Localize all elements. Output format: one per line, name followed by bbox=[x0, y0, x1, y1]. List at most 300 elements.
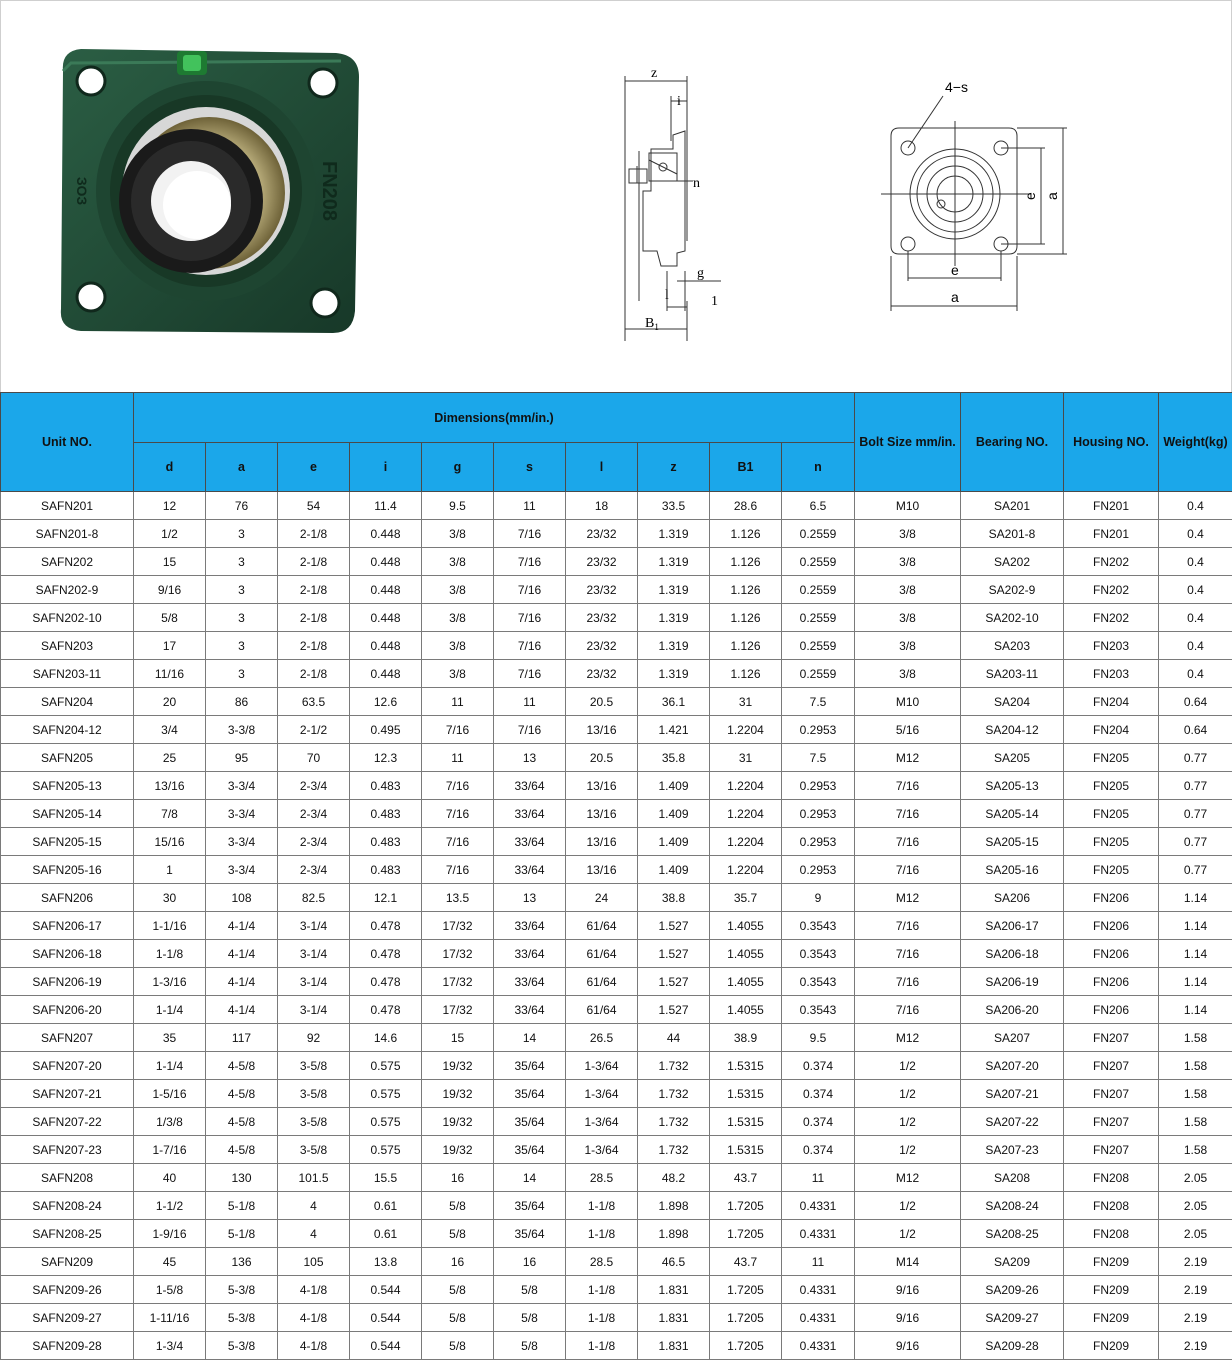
table-cell: 7/16 bbox=[422, 772, 494, 800]
table-cell: SA205-13 bbox=[961, 772, 1064, 800]
table-cell: 17/32 bbox=[422, 996, 494, 1024]
table-cell: 0.448 bbox=[350, 604, 422, 632]
label-a-right: a bbox=[1044, 192, 1060, 200]
table-cell: 0.4 bbox=[1159, 492, 1232, 520]
table-cell: 61/64 bbox=[566, 968, 638, 996]
table-cell: 0.77 bbox=[1159, 828, 1232, 856]
table-cell: 2-3/4 bbox=[278, 828, 350, 856]
table-cell: FN206 bbox=[1064, 996, 1159, 1024]
table-cell: SAFN202-10 bbox=[1, 604, 134, 632]
table-cell: SAFN203 bbox=[1, 632, 134, 660]
table-cell: 0.448 bbox=[350, 632, 422, 660]
table-cell: 61/64 bbox=[566, 996, 638, 1024]
table-cell: 11 bbox=[422, 688, 494, 716]
table-cell: 33/64 bbox=[494, 856, 566, 884]
table-cell: 13/16 bbox=[134, 772, 206, 800]
table-cell: SA209-26 bbox=[961, 1276, 1064, 1304]
table-cell: 7/16 bbox=[855, 912, 961, 940]
table-cell: SAFN205-14 bbox=[1, 800, 134, 828]
table-cell: 31 bbox=[710, 744, 782, 772]
table-cell: 1.732 bbox=[638, 1108, 710, 1136]
table-cell: FN207 bbox=[1064, 1136, 1159, 1164]
table-cell: 3 bbox=[206, 632, 278, 660]
table-cell: 0.2559 bbox=[782, 520, 855, 548]
table-cell: 117 bbox=[206, 1024, 278, 1052]
table-cell: FN205 bbox=[1064, 772, 1159, 800]
table-cell: 0.2953 bbox=[782, 828, 855, 856]
table-cell: FN202 bbox=[1064, 548, 1159, 576]
table-row bbox=[1, 1332, 1232, 1360]
table-cell: 1.7205 bbox=[710, 1304, 782, 1332]
table-cell: 28.5 bbox=[566, 1248, 638, 1276]
table-cell: 1.319 bbox=[638, 632, 710, 660]
table-cell: 9.5 bbox=[422, 492, 494, 520]
table-cell: FN206 bbox=[1064, 968, 1159, 996]
table-cell: 0.483 bbox=[350, 828, 422, 856]
table-row bbox=[1, 660, 1232, 688]
table-cell: 38.9 bbox=[710, 1024, 782, 1052]
table-cell: 3/8 bbox=[855, 548, 961, 576]
table-cell: SAFN206-19 bbox=[1, 968, 134, 996]
table-cell: 45 bbox=[134, 1248, 206, 1276]
table-cell: 101.5 bbox=[278, 1164, 350, 1192]
table-cell: 1.2204 bbox=[710, 828, 782, 856]
flange-bearing-photo bbox=[41, 41, 371, 351]
table-cell: 2-1/2 bbox=[278, 716, 350, 744]
table-cell: 1.7205 bbox=[710, 1192, 782, 1220]
table-row bbox=[1, 772, 1232, 800]
table-cell: 1.7205 bbox=[710, 1276, 782, 1304]
table-cell: SA206-19 bbox=[961, 968, 1064, 996]
table-row bbox=[1, 1276, 1232, 1304]
table-cell: 13 bbox=[494, 884, 566, 912]
table-cell: 1.2204 bbox=[710, 800, 782, 828]
table-row bbox=[1, 856, 1232, 884]
table-cell: 24 bbox=[566, 884, 638, 912]
table-cell: SA206-17 bbox=[961, 912, 1064, 940]
table-cell: 17 bbox=[134, 632, 206, 660]
table-cell: 5-1/8 bbox=[206, 1192, 278, 1220]
table-cell: 13/16 bbox=[566, 716, 638, 744]
table-cell: SA206 bbox=[961, 884, 1064, 912]
table-cell: 1.732 bbox=[638, 1052, 710, 1080]
table-cell: 14.6 bbox=[350, 1024, 422, 1052]
table-cell: 40 bbox=[134, 1164, 206, 1192]
table-cell: 108 bbox=[206, 884, 278, 912]
side-view-drawing bbox=[601, 61, 741, 351]
table-cell: 0.544 bbox=[350, 1304, 422, 1332]
table-row bbox=[1, 576, 1232, 604]
table-cell: 7/16 bbox=[855, 940, 961, 968]
table-cell: SAFN207-23 bbox=[1, 1136, 134, 1164]
table-cell: SAFN203-11 bbox=[1, 660, 134, 688]
table-cell: 3 bbox=[206, 660, 278, 688]
table-cell: 3-1/4 bbox=[278, 996, 350, 1024]
table-cell: SAFN207 bbox=[1, 1024, 134, 1052]
table-cell: 7/16 bbox=[855, 996, 961, 1024]
table-cell: M12 bbox=[855, 1164, 961, 1192]
table-cell: 35/64 bbox=[494, 1052, 566, 1080]
table-cell: 7/16 bbox=[855, 968, 961, 996]
table-row bbox=[1, 492, 1232, 520]
table-cell: 0.4 bbox=[1159, 576, 1232, 604]
table-cell: 1.58 bbox=[1159, 1052, 1232, 1080]
side-marking: ЗОЗ bbox=[74, 176, 90, 206]
table-cell: FN205 bbox=[1064, 856, 1159, 884]
table-header-row bbox=[1, 393, 1232, 443]
table-cell: 1.2204 bbox=[710, 772, 782, 800]
table-cell: 11.4 bbox=[350, 492, 422, 520]
table-cell: 1.4055 bbox=[710, 940, 782, 968]
table-cell: 1.7205 bbox=[710, 1220, 782, 1248]
table-cell: 0.374 bbox=[782, 1136, 855, 1164]
header-s: s bbox=[494, 443, 566, 492]
table-cell: SA209 bbox=[961, 1248, 1064, 1276]
table-cell: 3-1/4 bbox=[278, 912, 350, 940]
table-cell: 12.6 bbox=[350, 688, 422, 716]
table-cell: 1.319 bbox=[638, 576, 710, 604]
table-cell: 1.732 bbox=[638, 1080, 710, 1108]
table-cell: 6.5 bbox=[782, 492, 855, 520]
table-cell: 1.14 bbox=[1159, 912, 1232, 940]
table-cell: 15.5 bbox=[350, 1164, 422, 1192]
table-cell: SAFN206-17 bbox=[1, 912, 134, 940]
table-cell: 35.8 bbox=[638, 744, 710, 772]
table-cell: M14 bbox=[855, 1248, 961, 1276]
table-cell: 33/64 bbox=[494, 772, 566, 800]
table-cell: 15 bbox=[134, 548, 206, 576]
table-cell: 13 bbox=[494, 744, 566, 772]
table-cell: SAFN208-24 bbox=[1, 1192, 134, 1220]
table-cell: 1.319 bbox=[638, 548, 710, 576]
table-cell: 7.5 bbox=[782, 688, 855, 716]
table-cell: SA202-9 bbox=[961, 576, 1064, 604]
table-cell: 76 bbox=[206, 492, 278, 520]
table-cell: 4-1/4 bbox=[206, 940, 278, 968]
table-cell: 1.58 bbox=[1159, 1108, 1232, 1136]
table-cell: 33/64 bbox=[494, 968, 566, 996]
header-z: z bbox=[638, 443, 710, 492]
table-cell: 1.2204 bbox=[710, 856, 782, 884]
table-cell: SA204-12 bbox=[961, 716, 1064, 744]
table-cell: 19/32 bbox=[422, 1052, 494, 1080]
table-cell: 3 bbox=[206, 576, 278, 604]
table-cell: 16 bbox=[494, 1248, 566, 1276]
table-cell: 35 bbox=[134, 1024, 206, 1052]
table-cell: 0.2559 bbox=[782, 576, 855, 604]
table-cell: 1-3/64 bbox=[566, 1080, 638, 1108]
table-cell: 1-1/4 bbox=[134, 1052, 206, 1080]
table-cell: 5/8 bbox=[422, 1332, 494, 1360]
table-cell: 7/16 bbox=[494, 520, 566, 548]
table-cell: 1-5/16 bbox=[134, 1080, 206, 1108]
table-row bbox=[1, 1220, 1232, 1248]
table-cell: 1.527 bbox=[638, 912, 710, 940]
table-cell: SAFN205-16 bbox=[1, 856, 134, 884]
table-cell: 82.5 bbox=[278, 884, 350, 912]
table-cell: 35/64 bbox=[494, 1136, 566, 1164]
table-cell: FN205 bbox=[1064, 800, 1159, 828]
table-cell: 0.4 bbox=[1159, 660, 1232, 688]
label-n: n bbox=[693, 176, 700, 191]
table-cell: 0.478 bbox=[350, 968, 422, 996]
table-cell: 1.7205 bbox=[710, 1332, 782, 1360]
table-cell: 15/16 bbox=[134, 828, 206, 856]
table-cell: 1/2 bbox=[855, 1108, 961, 1136]
table-cell: FN208 bbox=[1064, 1220, 1159, 1248]
table-cell: FN207 bbox=[1064, 1052, 1159, 1080]
label-l: l bbox=[665, 288, 669, 303]
table-cell: 0.4331 bbox=[782, 1332, 855, 1360]
table-cell: SA205-16 bbox=[961, 856, 1064, 884]
table-cell: 1.898 bbox=[638, 1192, 710, 1220]
table-cell: 48.2 bbox=[638, 1164, 710, 1192]
table-cell: 26.5 bbox=[566, 1024, 638, 1052]
header-bearing-no: Bearing NO. bbox=[961, 393, 1064, 492]
table-cell: SA208-25 bbox=[961, 1220, 1064, 1248]
table-cell: SAFN204-12 bbox=[1, 716, 134, 744]
table-cell: SAFN202 bbox=[1, 548, 134, 576]
table-cell: 0.575 bbox=[350, 1136, 422, 1164]
header-unit-no: Unit NO. bbox=[1, 393, 134, 492]
table-cell: 1.2204 bbox=[710, 716, 782, 744]
table-cell: 3-5/8 bbox=[278, 1052, 350, 1080]
table-cell: 3-1/4 bbox=[278, 968, 350, 996]
table-cell: 2-1/8 bbox=[278, 548, 350, 576]
table-cell: 16 bbox=[422, 1164, 494, 1192]
table-cell: 2-3/4 bbox=[278, 800, 350, 828]
table-cell: SA201 bbox=[961, 492, 1064, 520]
table-cell: SA207-22 bbox=[961, 1108, 1064, 1136]
table-cell: 0.374 bbox=[782, 1108, 855, 1136]
table-cell: 0.2953 bbox=[782, 772, 855, 800]
table-cell: 1.126 bbox=[710, 520, 782, 548]
table-cell: 0.374 bbox=[782, 1080, 855, 1108]
table-cell: 0.448 bbox=[350, 548, 422, 576]
table-cell: SAFN209-28 bbox=[1, 1332, 134, 1360]
table-cell: 4-5/8 bbox=[206, 1080, 278, 1108]
table-cell: 92 bbox=[278, 1024, 350, 1052]
table-cell: 23/32 bbox=[566, 604, 638, 632]
table-cell: 36.1 bbox=[638, 688, 710, 716]
table-cell: SA201-8 bbox=[961, 520, 1064, 548]
table-cell: 54 bbox=[278, 492, 350, 520]
table-cell: SAFN205 bbox=[1, 744, 134, 772]
table-cell: 9 bbox=[782, 884, 855, 912]
table-cell: 1-1/16 bbox=[134, 912, 206, 940]
table-cell: FN201 bbox=[1064, 520, 1159, 548]
table-cell: 7/16 bbox=[422, 856, 494, 884]
table-cell: 1.4055 bbox=[710, 912, 782, 940]
table-cell: 1-3/16 bbox=[134, 968, 206, 996]
table-cell: FN209 bbox=[1064, 1332, 1159, 1360]
table-cell: 3-3/4 bbox=[206, 800, 278, 828]
table-cell: 3-5/8 bbox=[278, 1108, 350, 1136]
specification-table bbox=[0, 392, 1232, 1360]
table-cell: 7/16 bbox=[494, 548, 566, 576]
table-cell: FN206 bbox=[1064, 912, 1159, 940]
table-cell: 4-5/8 bbox=[206, 1136, 278, 1164]
table-cell: 9/16 bbox=[855, 1304, 961, 1332]
table-cell: 1-7/16 bbox=[134, 1136, 206, 1164]
table-cell: 1-1/8 bbox=[566, 1332, 638, 1360]
table-cell: 5/8 bbox=[134, 604, 206, 632]
table-cell: 1/2 bbox=[134, 520, 206, 548]
table-cell: 7/16 bbox=[494, 632, 566, 660]
table-cell: 3/8 bbox=[422, 520, 494, 548]
table-cell: 35.7 bbox=[710, 884, 782, 912]
header-e: e bbox=[278, 443, 350, 492]
table-cell: 33/64 bbox=[494, 996, 566, 1024]
table-cell: 1-1/8 bbox=[134, 940, 206, 968]
table-cell: 3/8 bbox=[422, 660, 494, 688]
table-cell: 1/3/8 bbox=[134, 1108, 206, 1136]
table-cell: SAFN201 bbox=[1, 492, 134, 520]
table-cell: FN201 bbox=[1064, 492, 1159, 520]
label-z: z bbox=[651, 66, 658, 81]
table-cell: 20.5 bbox=[566, 744, 638, 772]
table-cell: 4-5/8 bbox=[206, 1108, 278, 1136]
table-cell: 7/16 bbox=[422, 716, 494, 744]
table-cell: FN208 bbox=[1064, 1164, 1159, 1192]
table-cell: 2-1/8 bbox=[278, 604, 350, 632]
table-cell: 1.421 bbox=[638, 716, 710, 744]
table-cell: 5/8 bbox=[422, 1276, 494, 1304]
table-cell: 2.19 bbox=[1159, 1276, 1232, 1304]
table-cell: 25 bbox=[134, 744, 206, 772]
table-cell: 1/2 bbox=[855, 1220, 961, 1248]
table-cell: 1.409 bbox=[638, 800, 710, 828]
table-cell: 11 bbox=[494, 492, 566, 520]
table-cell: 35/64 bbox=[494, 1080, 566, 1108]
table-cell: 3-5/8 bbox=[278, 1080, 350, 1108]
table-row bbox=[1, 828, 1232, 856]
table-cell: 19/32 bbox=[422, 1080, 494, 1108]
table-cell: 0.483 bbox=[350, 772, 422, 800]
table-cell: 1.409 bbox=[638, 828, 710, 856]
table-body bbox=[1, 492, 1232, 1360]
table-cell: 0.61 bbox=[350, 1220, 422, 1248]
table-cell: 1.126 bbox=[710, 548, 782, 576]
table-cell: FN207 bbox=[1064, 1080, 1159, 1108]
header-g: g bbox=[422, 443, 494, 492]
table-cell: 1.831 bbox=[638, 1304, 710, 1332]
table-cell: 1-1/8 bbox=[566, 1192, 638, 1220]
header-n: n bbox=[782, 443, 855, 492]
table-row bbox=[1, 968, 1232, 996]
table-cell: 7/16 bbox=[855, 856, 961, 884]
table-cell: 13/16 bbox=[566, 800, 638, 828]
table-cell: 3 bbox=[206, 548, 278, 576]
table-cell: SA207-20 bbox=[961, 1052, 1064, 1080]
table-cell: 1-1/2 bbox=[134, 1192, 206, 1220]
table-cell: 23/32 bbox=[566, 548, 638, 576]
table-cell: 0.4331 bbox=[782, 1192, 855, 1220]
table-cell: 0.64 bbox=[1159, 716, 1232, 744]
table-cell: 0.2559 bbox=[782, 604, 855, 632]
table-cell: FN206 bbox=[1064, 884, 1159, 912]
table-cell: SAFN206-20 bbox=[1, 996, 134, 1024]
table-cell: SAFN208-25 bbox=[1, 1220, 134, 1248]
table-cell: 0.3543 bbox=[782, 912, 855, 940]
label-g: g bbox=[697, 266, 704, 281]
table-cell: 9.5 bbox=[782, 1024, 855, 1052]
table-cell: M10 bbox=[855, 688, 961, 716]
table-row bbox=[1, 1080, 1232, 1108]
table-cell: 0.2953 bbox=[782, 856, 855, 884]
table-cell: M12 bbox=[855, 884, 961, 912]
table-cell: 3/8 bbox=[855, 576, 961, 604]
table-cell: 5-3/8 bbox=[206, 1332, 278, 1360]
table-cell: 3-1/4 bbox=[278, 940, 350, 968]
table-cell: 11 bbox=[782, 1248, 855, 1276]
table-cell: 4-1/4 bbox=[206, 912, 278, 940]
table-cell: M12 bbox=[855, 1024, 961, 1052]
table-cell: 0.3543 bbox=[782, 940, 855, 968]
table-cell: 12 bbox=[134, 492, 206, 520]
table-cell: 1.4055 bbox=[710, 996, 782, 1024]
table-cell: 0.478 bbox=[350, 940, 422, 968]
table-cell: 1.527 bbox=[638, 940, 710, 968]
table-cell: 0.2953 bbox=[782, 800, 855, 828]
table-cell: 1.732 bbox=[638, 1136, 710, 1164]
table-cell: 61/64 bbox=[566, 940, 638, 968]
table-cell: SA205-15 bbox=[961, 828, 1064, 856]
table-cell: M12 bbox=[855, 744, 961, 772]
table-cell: 0.483 bbox=[350, 800, 422, 828]
table-cell: 1-3/4 bbox=[134, 1332, 206, 1360]
table-row bbox=[1, 1024, 1232, 1052]
table-cell: 0.2559 bbox=[782, 548, 855, 576]
table-cell: FN208 bbox=[1064, 1192, 1159, 1220]
table-cell: 1.4055 bbox=[710, 968, 782, 996]
table-cell: FN205 bbox=[1064, 828, 1159, 856]
table-cell: 7/16 bbox=[494, 604, 566, 632]
table-cell: 1.527 bbox=[638, 996, 710, 1024]
table-cell: 2.05 bbox=[1159, 1192, 1232, 1220]
table-cell: 7/16 bbox=[494, 660, 566, 688]
table-cell: 3 bbox=[206, 520, 278, 548]
table-cell: 1.58 bbox=[1159, 1080, 1232, 1108]
table-cell: 35/64 bbox=[494, 1108, 566, 1136]
table-cell: 1-1/4 bbox=[134, 996, 206, 1024]
table-cell: 7/16 bbox=[422, 828, 494, 856]
table-cell: 4 bbox=[278, 1220, 350, 1248]
table-cell: 35/64 bbox=[494, 1192, 566, 1220]
table-cell: 33.5 bbox=[638, 492, 710, 520]
table-cell: 1/2 bbox=[855, 1136, 961, 1164]
table-cell: 18 bbox=[566, 492, 638, 520]
table-cell: 12.3 bbox=[350, 744, 422, 772]
table-cell: 1.14 bbox=[1159, 940, 1232, 968]
table-cell: 11 bbox=[494, 688, 566, 716]
drawing-panel bbox=[0, 0, 1232, 393]
table-cell: 0.448 bbox=[350, 660, 422, 688]
table-cell: 1-9/16 bbox=[134, 1220, 206, 1248]
table-cell: 33/64 bbox=[494, 828, 566, 856]
table-cell: 14 bbox=[494, 1024, 566, 1052]
table-cell: 3/8 bbox=[422, 632, 494, 660]
table-cell: 17/32 bbox=[422, 940, 494, 968]
table-cell: 1.126 bbox=[710, 660, 782, 688]
table-cell: 14 bbox=[494, 1164, 566, 1192]
table-cell: 7.5 bbox=[782, 744, 855, 772]
table-cell: 43.7 bbox=[710, 1164, 782, 1192]
header-i: i bbox=[350, 443, 422, 492]
label-a-bottom: a bbox=[951, 289, 959, 305]
table-cell: 0.478 bbox=[350, 996, 422, 1024]
table-cell: FN209 bbox=[1064, 1248, 1159, 1276]
